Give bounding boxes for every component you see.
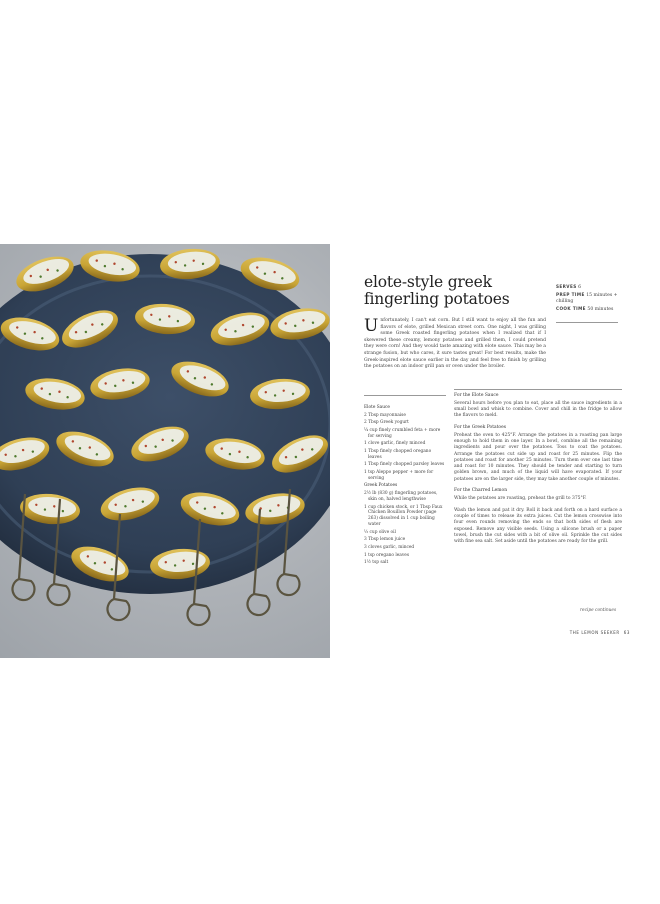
prep-label: PREP TIME: [556, 291, 585, 297]
ingredient-item: 2½ lb (830 g) fingerling potatoes, skin on, halved lengthwise: [364, 491, 438, 502]
serves-line: [556, 284, 626, 292]
method-divider: [454, 389, 622, 390]
ingredient-item: 1 Tbsp finely chopped oregano leaves: [364, 448, 432, 460]
method-heading: For the Charred Lemon: [454, 488, 508, 494]
ingredient-item: 3 cloves garlic, minced: [364, 545, 415, 551]
serves-label: SERVES: [556, 284, 577, 289]
cook-label: COOK TIME: [556, 305, 586, 311]
prep-value: 15 minutes + chilling: [556, 292, 618, 305]
cook-value: 50 minutes: [587, 306, 614, 312]
method-paragraph: Several hours before you plan to eat, place all the sauce ingredients in a small bowl and whisk to combine. Cover and chill in the fridge to allow the flavors to meld.: [454, 400, 622, 419]
ingredient-item: 1½ tsp salt: [364, 560, 389, 566]
recipe-continues: recipe continues: [580, 608, 617, 613]
serves-value: 6: [578, 285, 582, 290]
running-head: THE LEMON SEEKER: [569, 630, 620, 635]
ingredient-item: 1 Tbsp finely chopped parsley leaves: [364, 462, 445, 468]
prep-line: [556, 292, 626, 306]
ingredient-item: 1 cup chicken stock, or 1 Tbsp Faux Chicken Bouillon Powder (page 263) dissolved in 1 cup boiling water: [364, 504, 443, 528]
method-paragraph: While the potatoes are roasting, preheat the grill to 375°F.: [454, 496, 587, 501]
method-paragraph: Preheat the oven to 425°F. Arrange the potatoes in a roasting pan large enough to hold them in one layer. In a bowl, combine all the remaining ingredients and pour over the potatoes. Toss to coat the potatoes. Arrange the potatoes cut side up and roast for 25 minutes. Flip the potatoes and roast for another 25 minutes. Turn them over one last time and roast for 10 minutes. They should be tender and starting to turn golden brown, and much of the liquid will have evaporated. If your potatoes are on the larger side, they may take another couple of minutes.: [454, 432, 622, 482]
meta-divider: [556, 322, 618, 323]
ingredient-group-heading: Greek Potatoes: [364, 483, 398, 489]
ingredient-item: 2 Tbsp mayonnaise: [364, 412, 406, 418]
ingredient-item: 3 Tbsp lemon juice: [364, 537, 406, 543]
method-heading: For the Greek Potatoes: [454, 425, 506, 430]
ingredient-group-heading: Elote Sauce: [364, 405, 390, 410]
ingredient-item: ⅓ cup olive oil: [364, 529, 396, 535]
ingredient-item: ¼ cup finely crumbled feta + more for serving: [364, 427, 441, 439]
recipe-title: elote-style greek fingerling potatoes: [364, 273, 510, 308]
recipe-meta: [556, 284, 626, 313]
drop-cap: U: [364, 316, 379, 336]
food-photo: [0, 244, 330, 658]
ingredient-item: 1 tsp Aleppo pepper + more for serving: [364, 469, 434, 481]
method-paragraph: Wash the lemon and pat it dry. Roll it back and forth on a hard surface a couple of times to release its extra juices. Cut the lemon crosswise into four even rounds removing the ends so that both sides of flesh are exposed. Remove any visible seeds. Using a silicone brush or a paper towel, brush the cut sides with a bit of olive oil. Sprinkle the cut sides with fine sea salt. Set aside until the potatoes are ready for the grill.: [454, 507, 622, 544]
method-heading: For the Elote Sauce: [454, 393, 499, 398]
ingredient-item: 1 clove garlic, finely minced: [364, 441, 426, 447]
page-footer: [560, 630, 630, 635]
book-spread: [0, 244, 660, 658]
method-steps: [454, 393, 622, 551]
page-number: 63: [623, 630, 630, 635]
cook-line: [556, 306, 626, 314]
headnote: [364, 318, 546, 371]
ingredient-item: 2 Tbsp Greek yogurt: [364, 420, 409, 426]
potato-skewers-image: [0, 244, 330, 658]
ingredients-list: [364, 404, 446, 568]
headnote-text: nfortunately, I can't eat corn. But I still want to enjoy all the fun and flavors of elote, grilled Mexican street corn. One night, I was grilling some Greek roasted fingerling potatoes when I realized that if I skewered these creamy, lemony potatoes and grilled them, I could pretend they were corn! And they would taste amazing with elote sauce. This may be a strange fusion, but who cares, it sure tastes great! For best results, make the Greek-inspired elote sauce earlier in the day and feel free to finish by grilling the potatoes on an indoor grill pan or oven under the broiler.: [364, 318, 546, 370]
recipe-page: [330, 244, 660, 658]
ingredient-item: 1 tsp oregano leaves: [364, 552, 410, 558]
ingredients-divider: [364, 395, 446, 396]
